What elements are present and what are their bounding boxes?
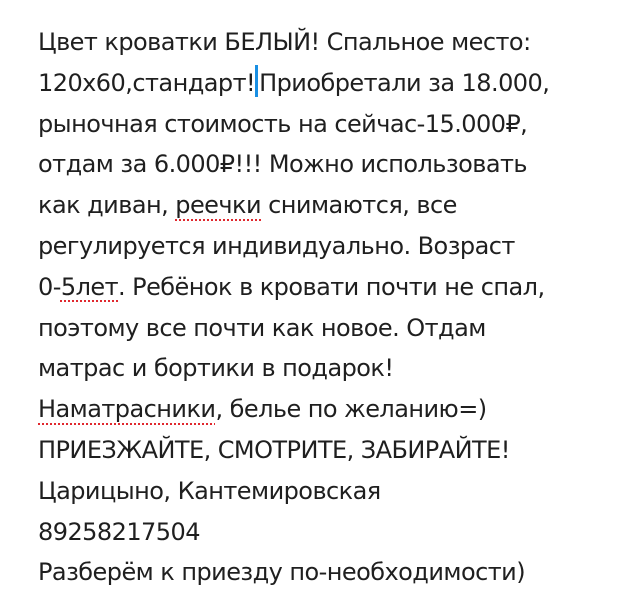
text-line — [38, 348, 638, 389]
text-segment: 0- — [38, 272, 61, 301]
text-line — [38, 389, 638, 430]
text-line — [38, 512, 638, 553]
text-caret — [255, 65, 258, 97]
text-line — [38, 267, 638, 308]
text-segment: ПРИЕЗЖАЙТЕ, СМОТРИТЕ, ЗАБИРАЙТЕ! — [38, 435, 510, 464]
text-segment: рыночная стоимость на сейчас-15.000₽, — [38, 109, 528, 138]
text-segment: как диван, — [38, 191, 176, 220]
text-segment: отдам за 6.000₽!!! Можно использовать — [38, 150, 528, 179]
text-segment: Царицыно, Кантемировская — [38, 476, 381, 505]
text-segment: . Ребёнок в кровати почти не спал, — [118, 272, 545, 301]
text-segment: снимаются, все — [261, 191, 457, 220]
text-segment: регулируется индивидуально. Возраст — [38, 231, 515, 260]
text-line — [38, 63, 638, 104]
text-line — [38, 471, 638, 512]
misspelled-word[interactable]: Наматрасники — [38, 395, 216, 424]
text-segment: матрас и бортики в подарок! — [38, 354, 394, 383]
text-line — [38, 185, 638, 226]
misspelled-word[interactable]: 5лет — [60, 272, 118, 301]
text-segment: 120х60,стандарт! — [38, 68, 256, 97]
text-editor-area[interactable] — [38, 22, 638, 593]
text-line — [38, 226, 638, 267]
text-line — [38, 308, 638, 349]
misspelled-word[interactable]: реечки — [175, 191, 262, 220]
text-segment: 89258217504 — [38, 517, 200, 546]
text-segment: , белье по желанию=) — [215, 395, 487, 424]
text-line — [38, 430, 638, 471]
text-segment: Цвет кроватки БЕЛЫЙ! Спальное место: — [38, 28, 531, 56]
text-segment: поэтому все почти как новое. Отдам — [38, 313, 486, 342]
text-segment: Разберём к приезду по-необходимости) — [38, 558, 526, 587]
text-line — [38, 144, 638, 185]
text-segment: Приобретали за 18.000, — [259, 68, 550, 97]
text-line — [38, 104, 638, 145]
text-line — [38, 22, 638, 63]
text-line — [38, 552, 638, 593]
